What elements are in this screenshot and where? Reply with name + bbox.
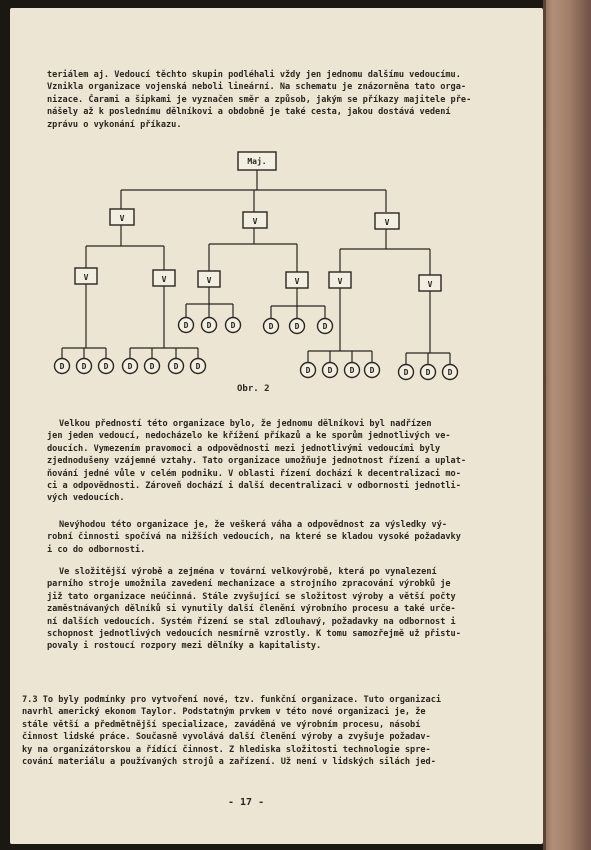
text-line: Nevýhodou této organizace je, že veškerá váha a odpovědnost za výsledky vý- <box>59 520 448 530</box>
text-line: zaměstnávaných dělníků si vynutily další členění výrobního procesu a také urče- <box>47 604 456 615</box>
svg-text:V: V <box>206 276 212 285</box>
text-line: ňování jedné vůle v celém podniku. V oblasti řízení dochází k decentralizaci mo- <box>47 468 461 479</box>
worker-node <box>169 359 184 374</box>
text-line: nizace. Čarami a šipkami je vyznačen směr a způsob, jakým se příkazy majitele pře- <box>47 94 472 105</box>
worker-node <box>179 318 194 333</box>
manager-box <box>419 275 441 291</box>
worker-node <box>99 359 114 374</box>
worker-node <box>123 359 138 374</box>
paragraph-section <box>22 694 487 768</box>
svg-text:V: V <box>384 218 390 227</box>
text-line: zprávu o vykonání příkazu. <box>47 119 182 130</box>
svg-text:D: D <box>81 362 87 371</box>
text-line: jen jeden vedoucí, nedocházelo ke křížení příkazů a ke sporům jednotlivých ve- <box>47 431 451 442</box>
paragraph-advantage <box>47 418 487 505</box>
svg-text:V: V <box>337 277 343 286</box>
svg-text:D: D <box>349 366 355 375</box>
text-line: ci a odpovědnosti. Zároveň dochází i další decentralizaci v odbornosti jednotli- <box>47 481 461 492</box>
svg-text:V: V <box>427 280 433 289</box>
worker-node <box>301 363 316 378</box>
manager-box <box>153 270 175 286</box>
paragraph-industry <box>47 566 487 653</box>
text-line: doucích. Vymezením pravomoci a odpovědnosti mezi jednotlivými vedoucími byly <box>47 443 441 454</box>
text-line: Velkou předností této organizace bylo, že jednomu dělníkovi byl nadřízen <box>59 419 432 429</box>
text-line: již tato organizace neúčinná. Stále zvyšující se složitost výroby a větší počty <box>47 591 456 602</box>
manager-box <box>243 212 267 228</box>
text-line: Ve složitější výrobě a zejména v tovární velkovýrobě, která po vynalezení <box>59 567 437 577</box>
svg-text:D: D <box>149 362 155 371</box>
text-line: zjednodušeny vzájemné vztahy. Tato organizace umožňuje jednotnost řízení a uplat- <box>47 456 467 467</box>
text-line: navrhl americký ekonom Taylor. Podstatným prvkem v této nové organizaci je, že <box>22 707 426 718</box>
paragraph-disadvantage <box>47 519 487 556</box>
text-line: 7.3 To byly podmínky pro vytvoření nové, tzv. funkční organizace. Tuto organizaci <box>22 695 442 705</box>
worker-node <box>365 363 380 378</box>
svg-text:D: D <box>369 366 375 375</box>
svg-text:D: D <box>294 322 300 331</box>
text-line: nášely až k poslednímu dělníkovi a obdobně je také cesta, jakou dostává vedení <box>47 107 451 118</box>
worker-node <box>421 365 436 380</box>
worker-node <box>318 319 333 334</box>
text-line: vých vedoucích. <box>47 493 125 504</box>
text-line: cování materiálu a používaných strojů a zařízení. Už není v lidských silách jed- <box>22 757 436 768</box>
svg-text:D: D <box>425 368 431 377</box>
worker-node <box>264 319 279 334</box>
svg-text:V: V <box>161 275 167 284</box>
svg-text:D: D <box>268 322 274 331</box>
svg-text:D: D <box>127 362 133 371</box>
worker-node <box>202 318 217 333</box>
worker-node <box>345 363 360 378</box>
svg-text:V: V <box>294 277 300 286</box>
text-line: Vznikla organizace vojenská neboli lineární. Na schematu je znázorněna tato orga- <box>47 82 467 93</box>
worker-node <box>191 359 206 374</box>
svg-text:D: D <box>305 366 311 375</box>
manager-box <box>75 268 97 284</box>
svg-text:D: D <box>206 321 212 330</box>
worker-node <box>55 359 70 374</box>
manager-box <box>286 272 308 288</box>
svg-text:V: V <box>252 217 258 226</box>
svg-text:D: D <box>195 362 201 371</box>
text-line: povaly i rostoucí rozpory mezi dělníky a kapitalisty. <box>47 641 322 652</box>
svg-text:D: D <box>322 322 328 331</box>
figure-caption: Obr. 2 <box>237 384 270 394</box>
text-line: ky na organizátorskou a řídící činnost. Z hlediska složitosti technologie spre- <box>22 744 431 755</box>
text-line: stále větší a předmětnější specializace, zaváděná ve výrobním procesu, násobí <box>22 719 421 730</box>
text-line: činnost lidské práce. Současně vyvolává další členění výroby a zvyšuje požadav- <box>22 732 431 743</box>
manager-box <box>198 271 220 287</box>
worker-node <box>323 363 338 378</box>
svg-text:D: D <box>403 368 409 377</box>
svg-text:V: V <box>83 273 89 282</box>
worker-node <box>399 365 414 380</box>
root-label: Maj. <box>247 157 267 166</box>
manager-box <box>110 209 134 225</box>
svg-text:D: D <box>327 366 333 375</box>
text-line: teriálem aj. Vedoucí těchto skupin podléhali vždy jen jednomu dalšímu vedoucímu. <box>47 70 461 80</box>
worker-node <box>226 318 241 333</box>
svg-text:D: D <box>173 362 179 371</box>
svg-text:D: D <box>59 362 65 371</box>
svg-text:V: V <box>119 214 125 223</box>
svg-text:D: D <box>183 321 189 330</box>
svg-text:D: D <box>230 321 236 330</box>
page-number: - 17 - <box>228 797 265 808</box>
worker-node <box>290 319 305 334</box>
text-line: parního stroje umožnila zavedení mechanizace a strojního zpracování výrobků je <box>47 579 451 590</box>
text-line: i co do odbornosti. <box>47 544 146 555</box>
text-line: ní dalších vedoucích. Systém řízení se stal zdlouhavý, požadavky na odbornost i <box>47 616 456 627</box>
manager-box <box>329 272 351 288</box>
svg-text:D: D <box>447 368 453 377</box>
worker-node <box>77 359 92 374</box>
worker-node <box>443 365 458 380</box>
text-line: robní činnosti spočívá na nižších vedoucích, na které se kladou vysoké požadavky <box>47 532 461 543</box>
manager-box <box>375 213 399 229</box>
worker-node <box>145 359 160 374</box>
text-line: schopnost jednotlivých vedoucích nesmírně vzrostly. K tomu samozřejmě už přistu- <box>47 629 461 640</box>
svg-text:D: D <box>103 362 109 371</box>
worker-nodes <box>55 318 458 380</box>
